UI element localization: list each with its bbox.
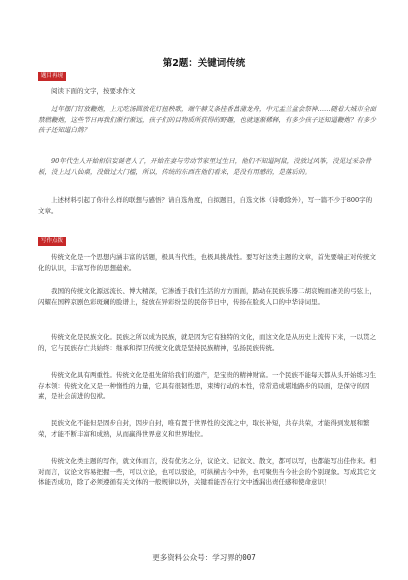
prompt-requirement: 上述材料引起了你什么样的联想与感悟？请自选角度，自拟题目，自选文体（诗歌除外），写一篇不少于800字的文章。 <box>38 196 373 215</box>
page-title: 第2题：关键词传统 <box>162 58 246 69</box>
prompt-instruction: 阅读下面的文字，按要求作文 <box>51 87 136 95</box>
section-tag-question: 题目再现 <box>38 72 66 81</box>
guidance-paragraph-1: 传统文化是一个思想内涵丰富的话题，极具当代性，也极具挑战性。要写好这类主题的文章，首先要端正对传统文化的认识，丰富写作的思想蕴索。 <box>38 253 376 272</box>
guidance-paragraph-5: 民族文化不能但是固步自封，因步自封，唯有置于世界性的交流之中，取长补短，共存共荣，才能得到发展和繁荣，才能不断丰富和成熟，从而赢得世界意义和世界地位。 <box>38 419 370 438</box>
guidance-paragraph-2: 我国的传统文化源远流长、博大精深，它渗透于我们生活的方方面面，踏动在民族乐器二胡哀婉而凄美的弓弦上，闪耀在国粹京剧色彩斑斓的脸谱上，绽放在异彩纷呈的民俗节日中，传扬在脸炙人口的中华诗词里。 <box>38 287 376 306</box>
guidance-paragraph-4: 传统文化具有两重性。传统文化是祖先留给我们的遗产，是宝贵的精神财富。一个民族不能每天都从头开始练习生存本领：传统文化又是一种惰性的力量，它具有很韧性思，束缚行动的本性，常常造成堪地路步的局面，是保守的因素，是社会前进的包袱。 <box>38 371 376 400</box>
footer-note: 更多资料公众号：学习界的007 <box>152 553 256 562</box>
guidance-paragraph-6: 传统文化类主题的写作，就文体而言，没有优劣之分，议论文、记叙文、散文，都可以写，也都能写出佳作来。相对而言，议论文容易把握一些，可以立论，也可以驳论，可纵横古今中外，也可聚焦当今社会的个别现象。写成其它文体能否成功，除了必须遵循有关文体的一般规律以外，关键看能否在行文中透漏出责任感和使命意识！ <box>38 457 376 486</box>
section-tag-guidance: 写作点拨 <box>38 237 66 246</box>
prompt-paragraph-2: 90年代生人开始相信妄诞老人了，开始在妻与劳动节家里过生日，他们不知道阿鼠，没放过风筝，没见过采杂骨板，没上过八仙桌，没做过大门槛，所以，传统的东西在他们看来，是没有用感的，是落后的。 <box>38 157 372 176</box>
guidance-paragraph-3: 传统文化是民族文化。民族之所以成为民族，就是因为它有独特的文化，而这文化是从历史上流传下来，一以贯之的，它与民族存亡共始终：继承和捍卫传统文化就是坚持民族精神，弘扬民族传统。 <box>38 333 376 352</box>
prompt-paragraph-1: 过年摆门钉放鞭炮，上元吃汤圆放花灯扭秧歌，端午赫艾条挂香菖蒲龙舟，中元盂兰盆会祭神……随着大城市全面禁燃鞭炮，这些节日再我们渐行渐远，孩子们的目物质所获得的野趣，也就逐渐稀释，有多少孩子还知道鞭炮？有多少孩子还知道白鸽？ <box>38 105 376 134</box>
